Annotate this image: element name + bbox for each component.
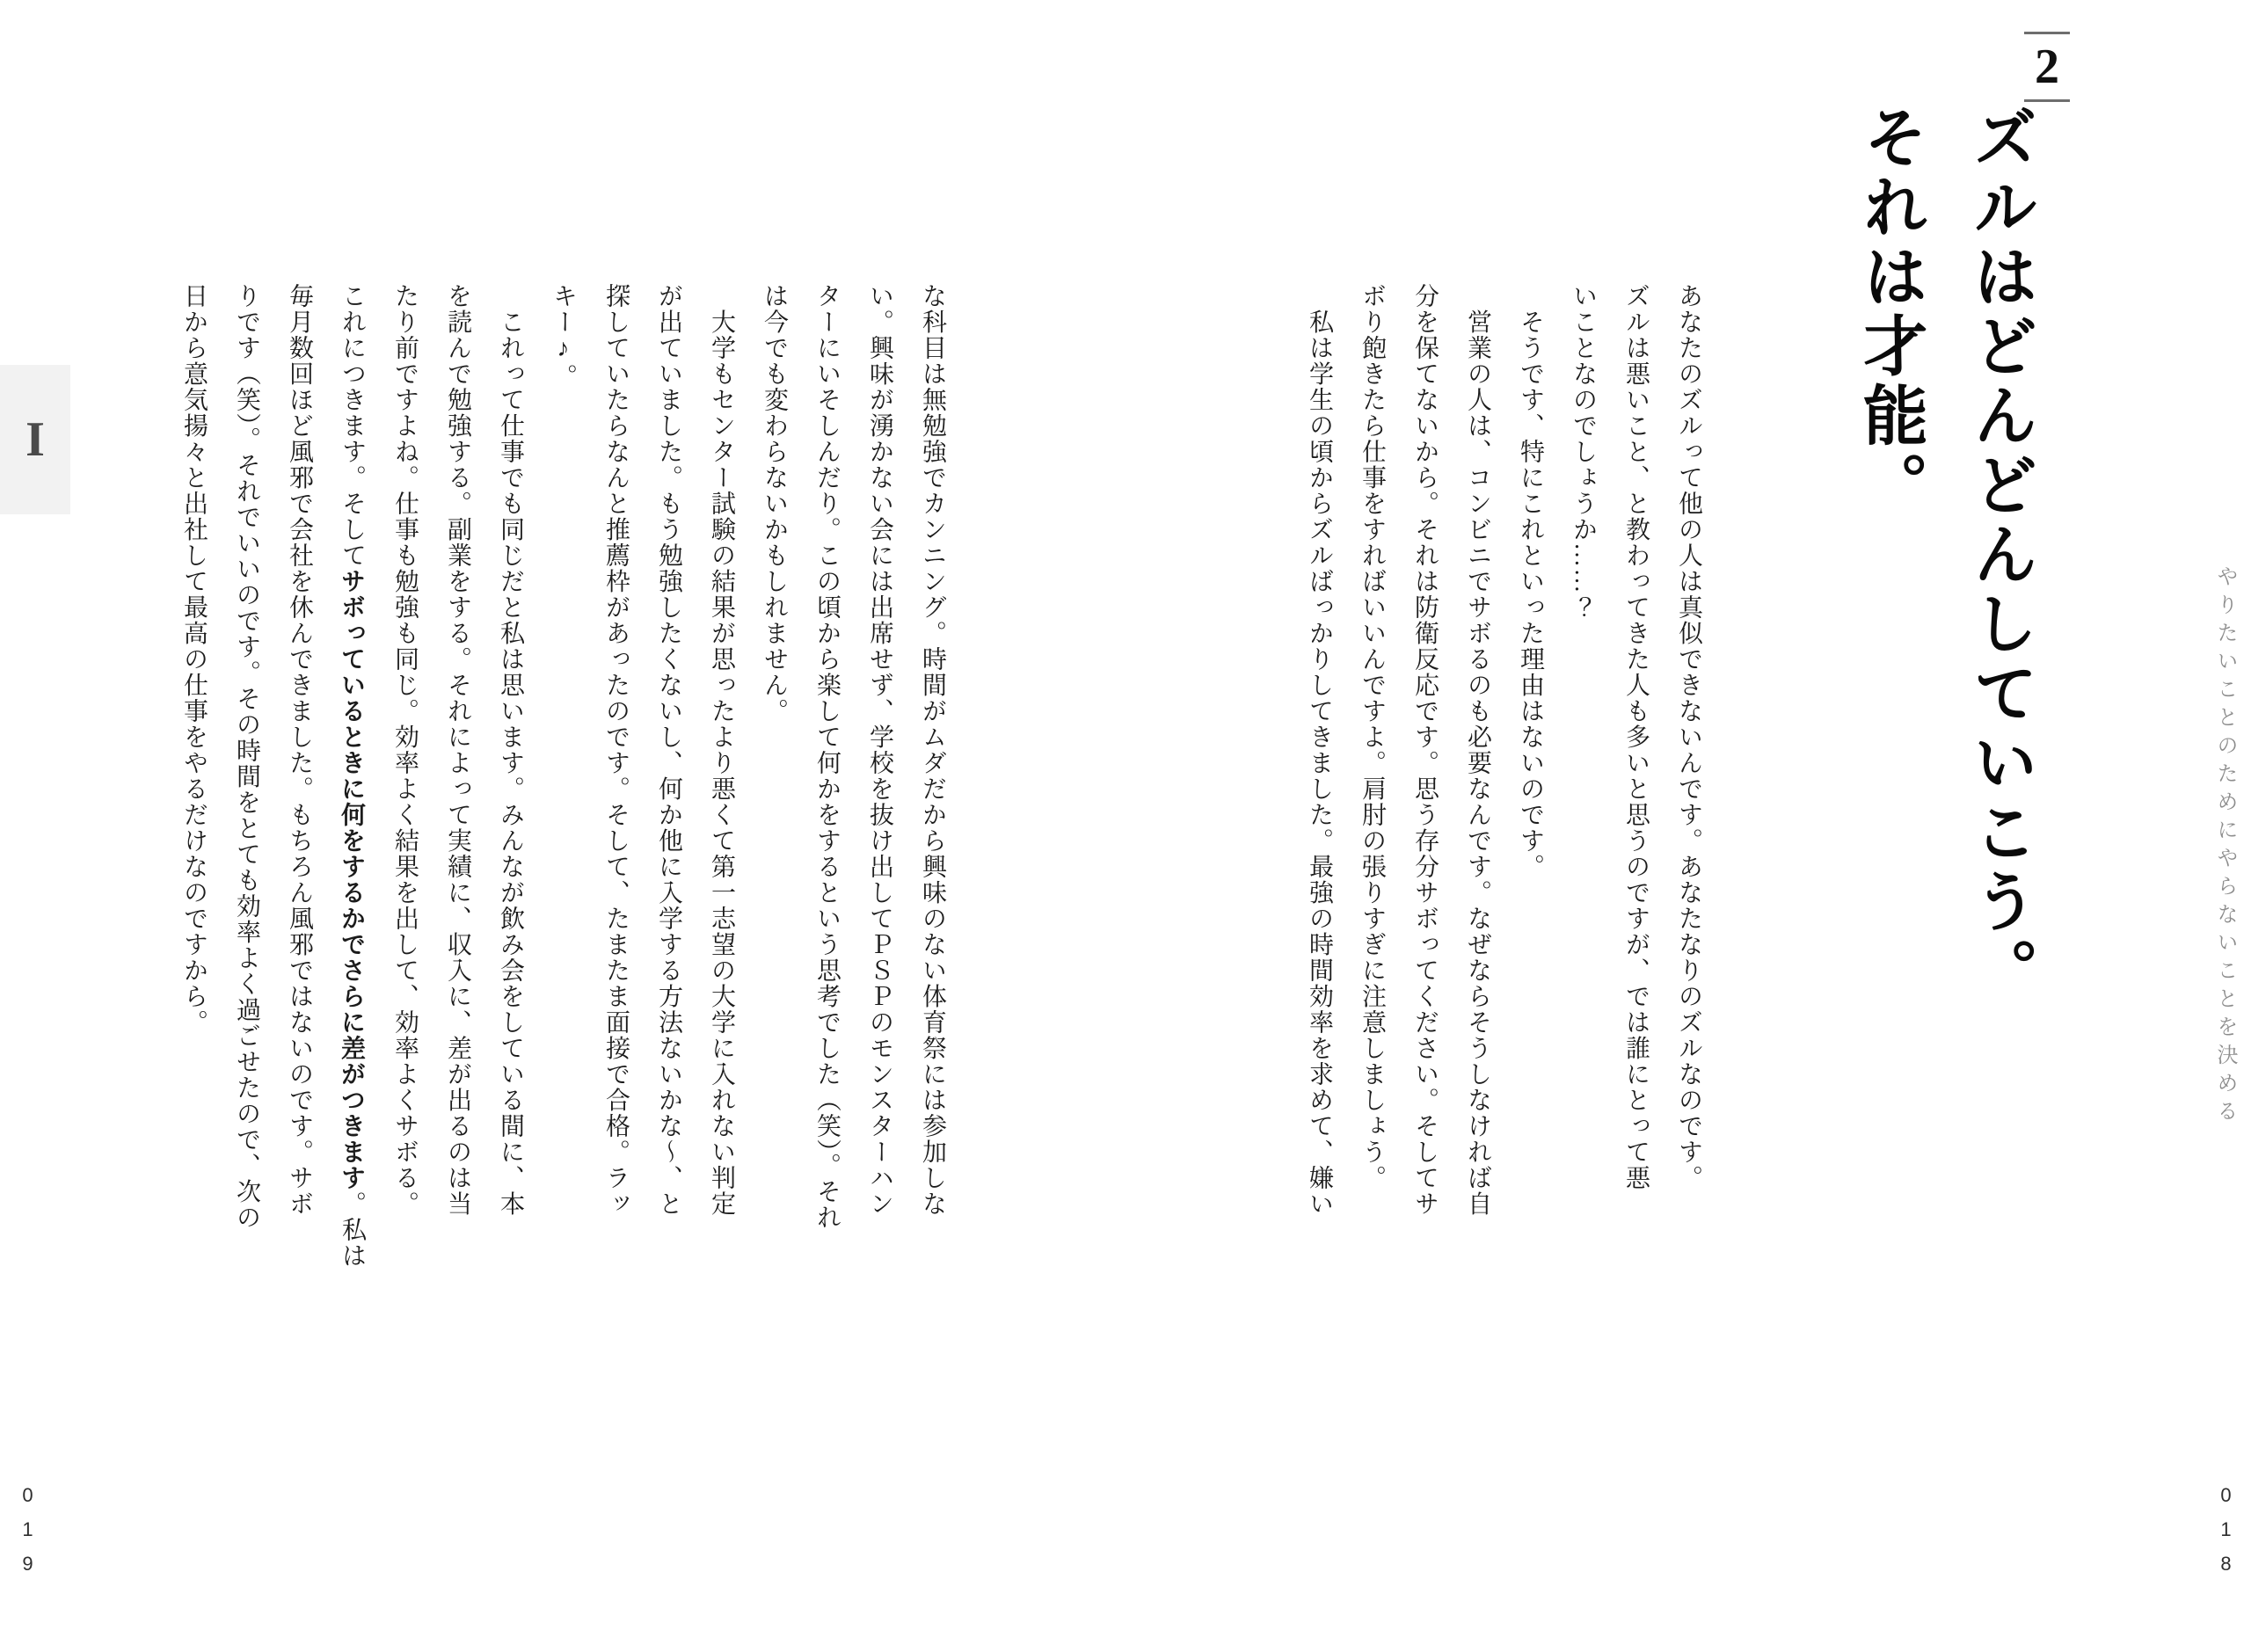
text-column: 大学もセンター試験の結果が思ったより悪くて第一志望の大学に入れない判定 — [708, 283, 735, 1217]
text-column: は今でも変わらないかもしれません。 — [761, 283, 788, 724]
part-tab-label: I — [25, 412, 45, 467]
text-column: りです（笑）。それでいいのです。その時間をとても効率よく過ごせたので、次の — [233, 283, 260, 1231]
text-column: ズルは悪いこと、と教わってきた人も多いと思うのですが、では誰にとって悪 — [1622, 283, 1650, 1191]
headline-line: ズルはどんどんしていこう。 — [1964, 104, 2037, 1007]
text-column: が出ていました。もう勉強したくないし、何か他に入学する方法ないかな〜、と — [655, 283, 682, 1217]
chapter-number-box — [2024, 32, 2070, 102]
text-column: これにつきます。そしてサボっているときに何をするかでさらに差がつきます。私は — [339, 283, 366, 1269]
text-column: これって仕事でも同じだと私は思います。みんなが飲み会をしている間に、本 — [497, 283, 524, 1217]
part-tab — [0, 365, 70, 514]
body-text-left-page — [163, 283, 958, 1294]
text-column: を読んで勉強する。副業をする。それによって実績に、収入に、差が出るのは当 — [444, 283, 471, 1217]
running-head: やりたいことのためにやらないことを決める — [2213, 565, 2237, 1128]
text-column: ターにいそしんだり。この頃から楽して何かをするという思考でした（笑）。それ — [813, 283, 841, 1231]
page-number-right: 018 — [2215, 1484, 2237, 1587]
text-column: 日から意気揚々と出社して最高の仕事をやるだけなのですから。 — [180, 283, 208, 1036]
body-text-right-page — [1284, 283, 1715, 1294]
text-column: な科目は無勉強でカンニング。時間がムダだから興味のない体育祭には参加しな — [919, 283, 946, 1217]
page-number-left: 019 — [17, 1484, 39, 1587]
text-column: キー♪。 — [550, 283, 577, 389]
text-column: そうです、特にこれといった理由はないのです。 — [1517, 283, 1544, 880]
text-column: ボり飽きたら仕事をすればいいんですよ。肩肘の張りすぎに注意しましょう。 — [1359, 283, 1386, 1191]
text-column: 営業の人は、コンビニでサボるのも必要なんです。なぜならそうしなければ自 — [1464, 283, 1491, 1217]
text-column: 探していたらなんと推薦枠があったのです。そして、たまたま面接で合格。ラッ — [602, 283, 630, 1217]
headline-line: それは才能。 — [1854, 104, 1927, 520]
chapter-number: 2 — [2035, 40, 2059, 94]
text-column: いことなのでしょうか……？ — [1570, 283, 1597, 621]
text-column: たり前ですよね。仕事も勉強も同じ。効率よく結果を出して、効率よくサボる。 — [391, 283, 419, 1217]
text-column: い。興味が湧かない会には出席せず、学校を抜け出してＰＳＰのモンスターハン — [866, 283, 893, 1217]
chapter-headline — [1836, 104, 2056, 1071]
text-column: 毎月数回ほど風邪で会社を休んできました。もちろん風邪ではないのです。サボ — [286, 283, 313, 1217]
text-column: 分を保てないから。それは防衛反応です。思う存分サボってください。そしてサ — [1411, 283, 1439, 1217]
text-column: 私は学生の頃からズルばっかりしてきました。最強の時間効率を求めて、嫌い — [1306, 283, 1333, 1217]
text-column: あなたのズルって他の人は真似できないんです。あなたなりのズルなのです。 — [1675, 283, 1702, 1191]
